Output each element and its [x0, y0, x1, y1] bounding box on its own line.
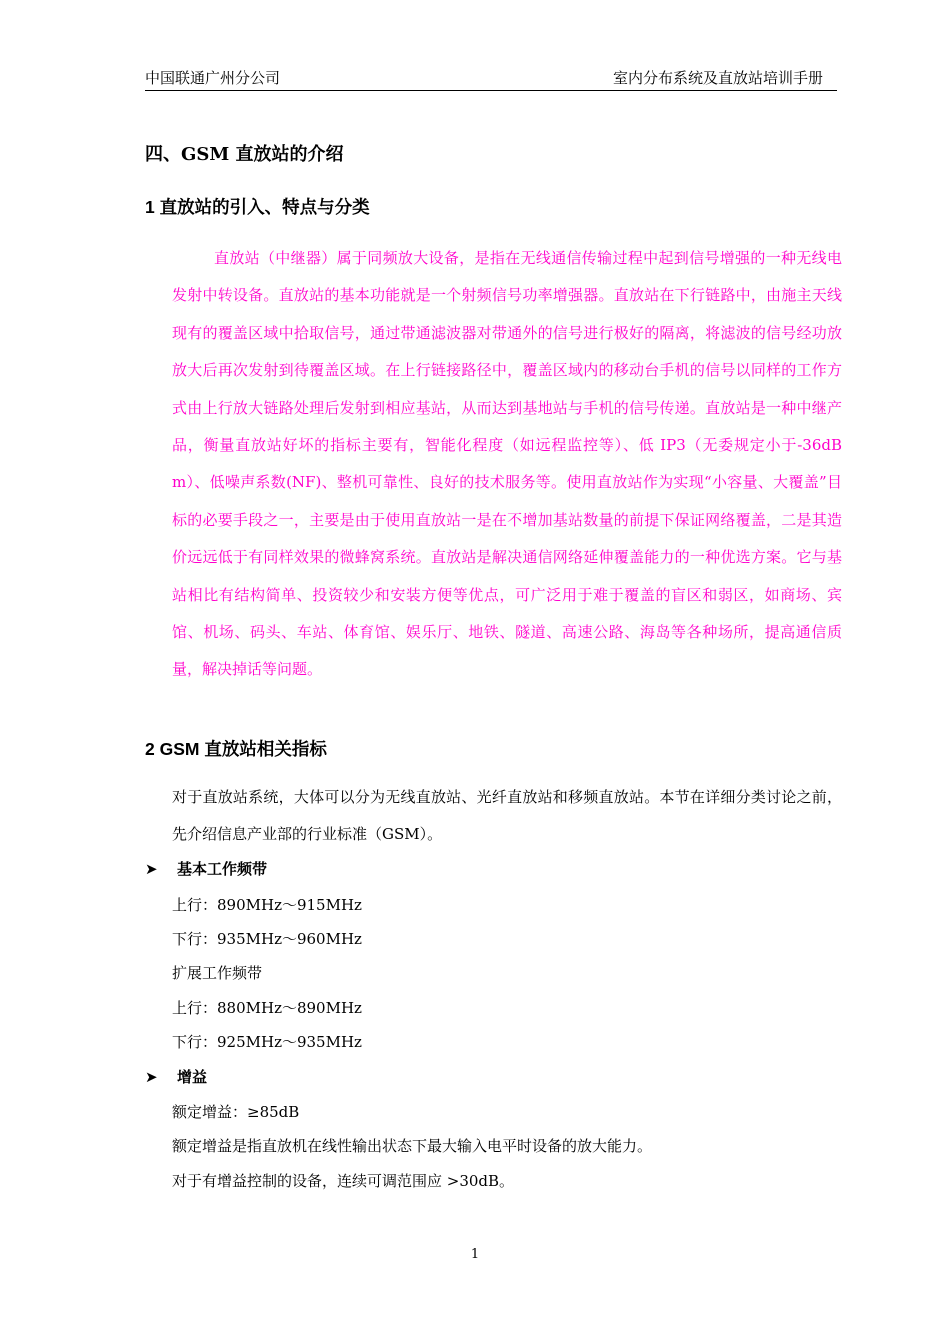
page-number: 1 [470, 1247, 480, 1262]
header-company: 中国联通广州分公司 [145, 69, 281, 87]
bullet-title: 增益 [177, 1068, 208, 1086]
arrow-bullet-icon: ➤ [145, 1068, 158, 1086]
spec-line: 对于有增益控制的设备，连续可调范围应 >30dB。 [172, 1172, 515, 1190]
spec-line: 扩展工作频带 [172, 964, 263, 982]
subsection-2-title: 2 GSM 直放站相关指标 [145, 739, 327, 759]
spec-line: 下行：935MHz～960MHz [172, 930, 362, 948]
bullet-frequency-band [145, 858, 267, 880]
page-header [145, 68, 837, 91]
bullet-title: 基本工作频带 [177, 860, 268, 878]
bullet-gain [145, 1066, 207, 1088]
arrow-bullet-icon: ➤ [145, 860, 158, 878]
spec-line: 上行：890MHz～915MHz [172, 896, 362, 914]
header-manual-title: 室内分布系统及直放站培训手册 [612, 69, 823, 87]
subsection-2-intro: 对于直放站系统，大体可以分为无线直放站、光纤直放站和移频直放站。本节在详细分类讨论之前，先介绍信息产业部的行业标准（GSM）。 [172, 788, 842, 843]
section-title: 四、GSM 直放站的介绍 [145, 144, 344, 165]
spec-line: 下行：925MHz～935MHz [172, 1033, 362, 1051]
spec-line: 上行：880MHz～890MHz [172, 999, 362, 1017]
subsection-1-title: 1 直放站的引入、特点与分类 [145, 197, 370, 217]
intro-paragraph: 直放站（中继器）属于同频放大设备，是指在无线通信传输过程中起到信号增强的一种无线电发射中转设备。直放站的基本功能就是一个射频信号功率增强器。直放站在下行链路中，由施主天线现有的覆盖区域中拾取信号，通过带通滤波器对带通外的信号进行极好的隔离，将滤波的信号经功放放大后再次发射到待覆盖区域。在上行链接路径中，覆盖区域内的移动台手机的信号以同样的工作方式由上行放大链路处理后发射到相应基站，从而达到基地站与手机的信号传递。直放站是一种中继产品，衡量直放站好坏的指标主要有，智能化程度（如远程监控等）、低 IP3（无委规定小于-36dBm）、低噪声系数(NF)、整机可靠性、良好的技术服务等。使用直放站作为实现“小容量、大覆盖”目标的必要手段之一，主要是由于使用直放站一是在不增加基站数量的前提下保证网络覆盖，二是其造价远远低于有同样效果的微蜂窝系统。直放站是解决通信网络延伸覆盖能力的一种优选方案。它与基站相比有结构简单、投资较少和安装方便等优点，可广泛用于难于覆盖的盲区和弱区，如商场、宾馆、机场、码头、车站、体育馆、娱乐厅、地铁、隧道、高速公路、海岛等各种场所，提高通信质量，解决掉话等问题。 [172, 249, 842, 679]
spec-line: 额定增益是指直放机在线性输出状态下最大输入电平时设备的放大能力。 [172, 1137, 653, 1155]
spec-line: 额定增益：≥85dB [172, 1103, 300, 1121]
